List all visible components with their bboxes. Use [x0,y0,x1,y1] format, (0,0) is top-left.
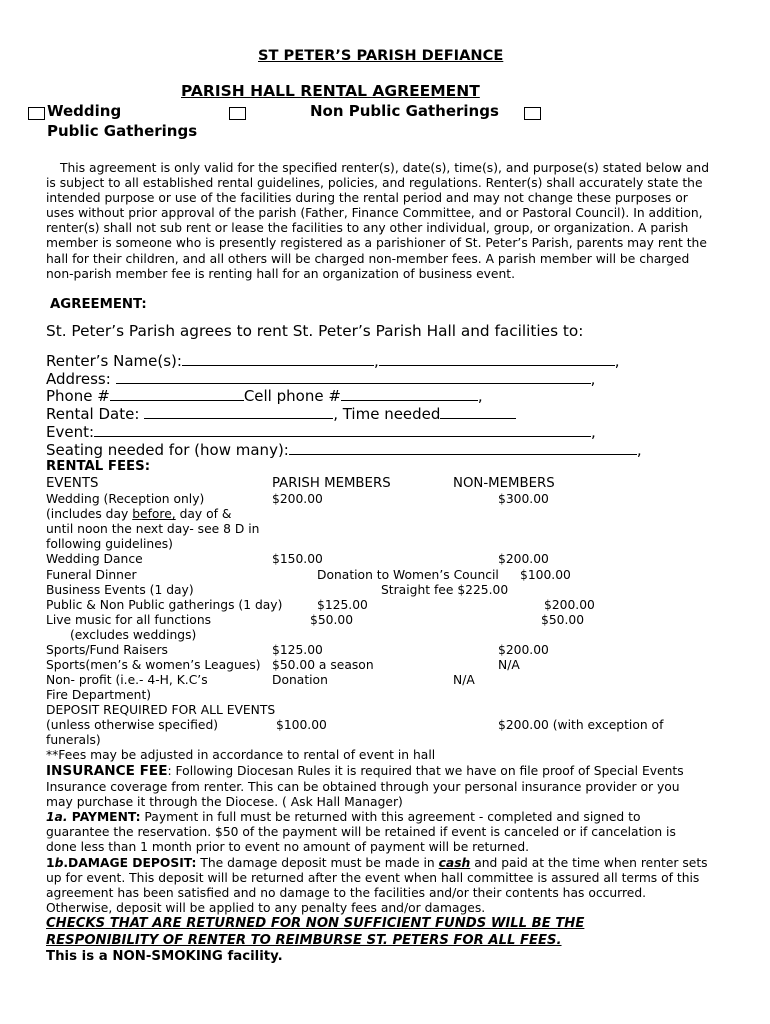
fees-adjust-note: **Fees may be adjusted in accordance to rental of event in hall [46,748,436,762]
wedding-note-before: before, [132,507,176,521]
damage-number: 1 [46,856,55,870]
sports-member-fee: $125.00 [272,643,323,657]
non-public-option-label: Non Public Gatherings [310,102,499,120]
seating-label: Seating needed for (how many): [46,441,289,459]
intro-line: hall for their children, and all others will be charged non-member fees. A parish member will be charged [46,251,690,266]
time-needed-field[interactable] [440,406,516,419]
funeral-row-label: Funeral Dinner [46,568,137,582]
address-field[interactable] [116,371,591,384]
non-smoking-notice: This is a NON-SMOKING facility. [46,949,283,964]
funeral-member-fee: Donation to Women’s Council [317,568,499,582]
members-column-header: PARISH MEMBERS [272,476,391,491]
wedding-nonmember-fee: $300.00 [498,492,549,506]
payment-line [46,810,640,824]
nonmembers-column-header: NON-MEMBERS [453,476,555,491]
intro-line: member is someone who is presently registered as a parishioner of St. Peter’s Parish, parents may rent the [46,236,707,251]
non-public-gatherings-checkbox[interactable] [524,107,541,120]
payment-line: guarantee the reservation. $50 of the payment will be retained if event is canceled or if cancelation is [46,825,676,839]
leagues-nonmember-fee: N/A [498,658,520,672]
damage-label: .DAMAGE DEPOSIT: [63,856,197,870]
insurance-label: INSURANCE FEE [46,763,168,779]
music-member-fee: $50.00 [310,613,354,627]
rental-date-label: Rental Date: [46,405,140,423]
renter-name-field-2[interactable] [379,353,615,366]
wedding-note-line: until noon the next day- see 8 D in [46,522,260,536]
nonprofit-member-fee: Donation [272,673,328,687]
public-option-label: Public Gatherings [47,122,198,140]
event-row [46,423,596,441]
music-note: (excludes weddings) [70,628,197,642]
seating-row [46,441,642,459]
agreement-heading: AGREEMENT: [50,297,147,312]
damage-line: up for event. This deposit will be returned after the event when hall committee is assured all terms of this [46,871,700,885]
phone-label: Phone # [46,387,110,405]
document-title: PARISH HALL RENTAL AGREEMENT [181,82,480,100]
damage-line: Otherwise, deposit will be applied to any penalty fees and/or damages. [46,901,486,915]
renter-name-field-1[interactable] [182,353,374,366]
sports-nonmember-fee: $200.00 [498,643,549,657]
comma: , [590,370,596,388]
events-column-header: EVENTS [46,476,99,491]
payment-text: Payment in full must be returned with this agreement - completed and signed to [140,810,641,824]
insurance-line: Insurance coverage from renter. This can be obtained through your personal insurance provider or you [46,780,680,794]
dance-row-label: Wedding Dance [46,552,143,566]
checks-notice-line: RESPONIBILITY OF RENTER TO REIMBURSE ST. PETERS FOR ALL FEES. [46,933,562,948]
intro-line: renter(s) shall not sub rent or lease the facilities to any other individual, group, or organization. A parish [46,221,689,236]
address-row [46,370,595,388]
insurance-text: : Following Diocesan Rules it is required that we have on file proof of Special Events [167,764,684,778]
wedding-note-line [46,507,231,521]
payment-number: 1a. [46,810,68,824]
comma: , [477,387,483,405]
time-needed-label: , Time needed [333,405,441,423]
wedding-checkbox[interactable] [28,107,45,120]
comma: , [636,441,642,459]
comma: , [591,423,596,441]
intro-line: non-parish member fee is renting hall for an organization of business event. [46,266,516,281]
music-row-label: Live music for all functions [46,613,212,627]
deposit-nonmember-fee: $200.00 (with exception of [498,718,664,732]
insurance-line: may purchase it through the Diocese. ( Ask Hall Manager) [46,795,403,809]
cell-phone-label: Cell phone # [243,387,341,405]
deposit-funerals-note: funerals) [46,733,101,747]
public-member-fee: $125.00 [317,598,368,612]
insurance-line [46,763,684,779]
phone-row [46,387,483,405]
intro-line: intended purpose or use of the facilities during the rental period and may not change these purposes or [46,191,688,206]
dance-member-fee: $150.00 [272,552,323,566]
rental-date-row [46,405,516,423]
leagues-member-fee: $50.00 a season [272,658,374,672]
business-fee: Straight fee $225.00 [381,583,509,597]
wedding-note-text: (includes day [46,507,133,521]
wedding-option-label: Wedding [47,102,122,120]
phone-field[interactable] [110,388,244,401]
wedding-note-line: following guidelines) [46,537,173,551]
leagues-row-label: Sports(men’s & women’s Leagues) [46,658,261,672]
deposit-note: (unless otherwise specified) [46,718,219,732]
intro-line: This agreement is only valid for the specified renter(s), date(s), time(s), and purpose(s) stated below and [60,161,710,175]
parish-name: ST PETER’S PARISH DEFIANCE [258,47,504,64]
dance-nonmember-fee: $200.00 [498,552,549,566]
public-gatherings-checkbox[interactable] [229,107,246,120]
agreement-statement: St. Peter’s Parish agrees to rent St. Peter’s Parish Hall and facilities to: [46,322,584,340]
public-row-label: Public & Non Public gatherings (1 day) [46,598,283,612]
seating-field[interactable] [289,442,637,455]
damage-line [46,856,708,870]
damage-text: and paid at the time when renter sets [470,856,708,870]
wedding-note-text: day of & [175,507,232,521]
damage-number-letter: b [54,856,64,870]
damage-text: The damage deposit must be made in [196,856,439,870]
fire-department-label: Fire Department) [46,688,152,702]
rental-date-field[interactable] [144,406,333,419]
deposit-member-fee: $100.00 [276,718,327,732]
payment-line: done less than 1 month prior to event no amount of payment will be returned. [46,840,530,854]
cell-phone-field[interactable] [341,388,478,401]
damage-cash: cash [438,856,471,870]
address-label: Address: [46,370,111,388]
renter-name-label: Renter’s Name(s): [46,352,182,370]
renter-name-row [46,352,620,370]
business-row-label: Business Events (1 day) [46,583,194,597]
sports-row-label: Sports/Fund Raisers [46,643,168,657]
intro-line: is subject to all established rental guidelines, policies, and regulations. Renter(s) shall accurately state the [46,176,703,191]
music-nonmember-fee: $50.00 [541,613,585,627]
payment-label: PAYMENT: [67,810,141,824]
intro-paragraph [46,161,726,282]
nonprofit-nonmember-fee: N/A [453,673,475,687]
wedding-row-label: Wedding (Reception only) [46,492,205,506]
wedding-member-fee: $200.00 [272,492,323,506]
checks-notice-line: CHECKS THAT ARE RETURNED FOR NON SUFFICIENT FUNDS WILL BE THE [46,916,585,931]
event-label: Event: [46,423,95,441]
comma: , [614,352,620,370]
damage-line: agreement has been satisfied and no damage to the facilities and/or their contents has occurred. [46,886,647,900]
intro-line: uses without prior approval of the parish (Father, Finance Committee, and or Pastoral Council). In addition, [46,206,703,221]
event-field[interactable] [94,424,591,437]
nonprofit-row-label: Non- profit (i.e.- 4-H, K.C’s [46,673,208,687]
comma: , [373,352,379,370]
deposit-heading: DEPOSIT REQUIRED FOR ALL EVENTS [46,703,276,717]
public-nonmember-fee: $200.00 [544,598,595,612]
funeral-nonmember-fee: $100.00 [520,568,571,582]
rental-fees-heading: RENTAL FEES: [46,459,151,474]
